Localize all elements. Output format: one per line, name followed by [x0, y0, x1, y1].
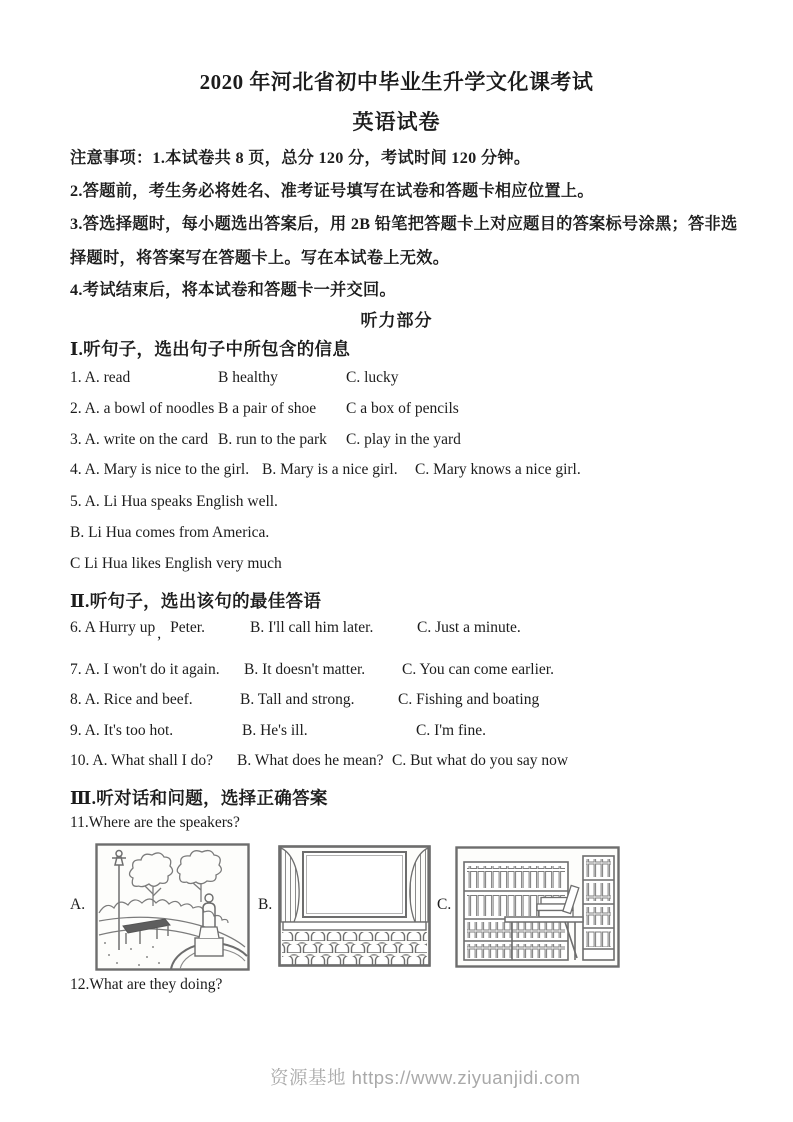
image-label-a: A. — [70, 896, 86, 913]
question-10-row — [70, 752, 568, 770]
q2-option-a: 2. A. a bowl of noodles — [70, 400, 215, 417]
q10-option-c: C. But what do you say now — [392, 752, 569, 769]
footer-watermark: 资源基地 https://www.ziyuanjidi.com — [270, 1067, 581, 1088]
q7-option-b: B. It doesn't matter. — [244, 661, 366, 678]
question-4-row — [70, 461, 581, 479]
park-illustration — [95, 843, 250, 971]
image-label-b: B. — [258, 896, 273, 913]
exam-title: 2020 年河北省初中毕业生升学文化课考试 — [199, 70, 594, 94]
q4-option-a: 4. A. Mary is nice to the girl. — [70, 461, 250, 478]
question-2-row — [70, 400, 459, 418]
notice-line-5: 4.考试结束后，将本试卷和答题卡一并交回。 — [70, 281, 397, 299]
q4-option-b: B. Mary is a nice girl. — [262, 461, 398, 478]
q8-option-a: 8. A. Rice and beef. — [70, 691, 193, 708]
q6-option-a — [70, 619, 250, 642]
image-label-c: C. — [437, 896, 452, 913]
notice-line-3: 3.答选择题时，每小题选出答案后，用 2B 铅笔把答题卡上对应题目的答案标号涂黑；答非选 — [70, 215, 738, 233]
notice-line-2: 2.答题前，考生务必将姓名、准考证号填写在试卷和答题卡相应位置上。 — [70, 182, 594, 200]
q1-option-b: B healthy — [218, 369, 278, 386]
q9-option-c: C. I'm fine. — [416, 722, 486, 739]
notice-line-1: 注意事项：1.本试卷共 8 页，总分 120 分，考试时间 120 分钟。 — [70, 149, 531, 167]
listening-section-title: 听力部分 — [360, 311, 433, 330]
q9-option-b: B. He's ill. — [242, 722, 308, 739]
q5-option-b: B. Li Hua comes from America. — [70, 524, 270, 541]
q1-option-c: C. lucky — [346, 369, 399, 386]
q5-option-a: 5. A. Li Hua speaks English well. — [70, 493, 278, 510]
q6-low-comma: , — [157, 625, 162, 642]
part1-heading: Ⅰ.听句子，选出句子中所包含的信息 — [70, 339, 351, 359]
q7-option-c: C. You can come earlier. — [402, 661, 554, 678]
q3-option-c: C. play in the yard — [346, 431, 461, 448]
q6-option-c: C. Just a minute. — [417, 619, 521, 636]
q1-option-a: 1. A. read — [70, 369, 131, 386]
q2-option-c: C a box of pencils — [346, 400, 459, 417]
part2-heading: Ⅱ.听句子，选出该句的最佳答语 — [70, 591, 322, 611]
exam-subtitle: 英语试卷 — [352, 110, 441, 134]
q3-option-b: B. run to the park — [218, 431, 327, 448]
question-1-row — [70, 369, 399, 387]
q6-option-a-name: Peter. — [170, 619, 205, 636]
question-6-row — [70, 619, 521, 642]
part3-heading: Ⅲ.听对话和问题，选择正确答案 — [70, 788, 328, 808]
q10-option-a: 10. A. What shall I do? — [70, 752, 214, 769]
q7-option-a: 7. A. I won't do it again. — [70, 661, 220, 678]
question-11-text: 11.Where are the speakers? — [70, 814, 240, 831]
q10-option-b: B. What does he mean? — [237, 752, 384, 769]
notice-line-4: 择题时，将答案写在答题卡上。写在本试卷上无效。 — [70, 249, 450, 267]
q3-option-a: 3. A. write on the card — [70, 431, 209, 448]
question-9-row — [70, 722, 486, 740]
question-11-images — [0, 840, 793, 976]
q9-option-a: 9. A. It's too hot. — [70, 722, 174, 739]
q6-option-b: B. I'll call him later. — [250, 619, 374, 636]
q5-option-c: C Li Hua likes English very much — [70, 555, 282, 572]
q6-option-a-text: 6. A Hurry up — [70, 619, 156, 636]
question-12-text: 12.What are they doing? — [70, 976, 223, 993]
cinema-illustration — [278, 845, 431, 967]
q4-option-c: C. Mary knows a nice girl. — [415, 461, 581, 478]
q2-option-b: B a pair of shoe — [218, 400, 317, 417]
question-8-row — [70, 691, 539, 709]
question-7-row — [70, 661, 554, 679]
question-3-row — [70, 431, 461, 449]
q8-option-c: C. Fishing and boating — [398, 691, 540, 708]
q8-option-b: B. Tall and strong. — [240, 691, 355, 708]
library-illustration — [455, 846, 620, 968]
